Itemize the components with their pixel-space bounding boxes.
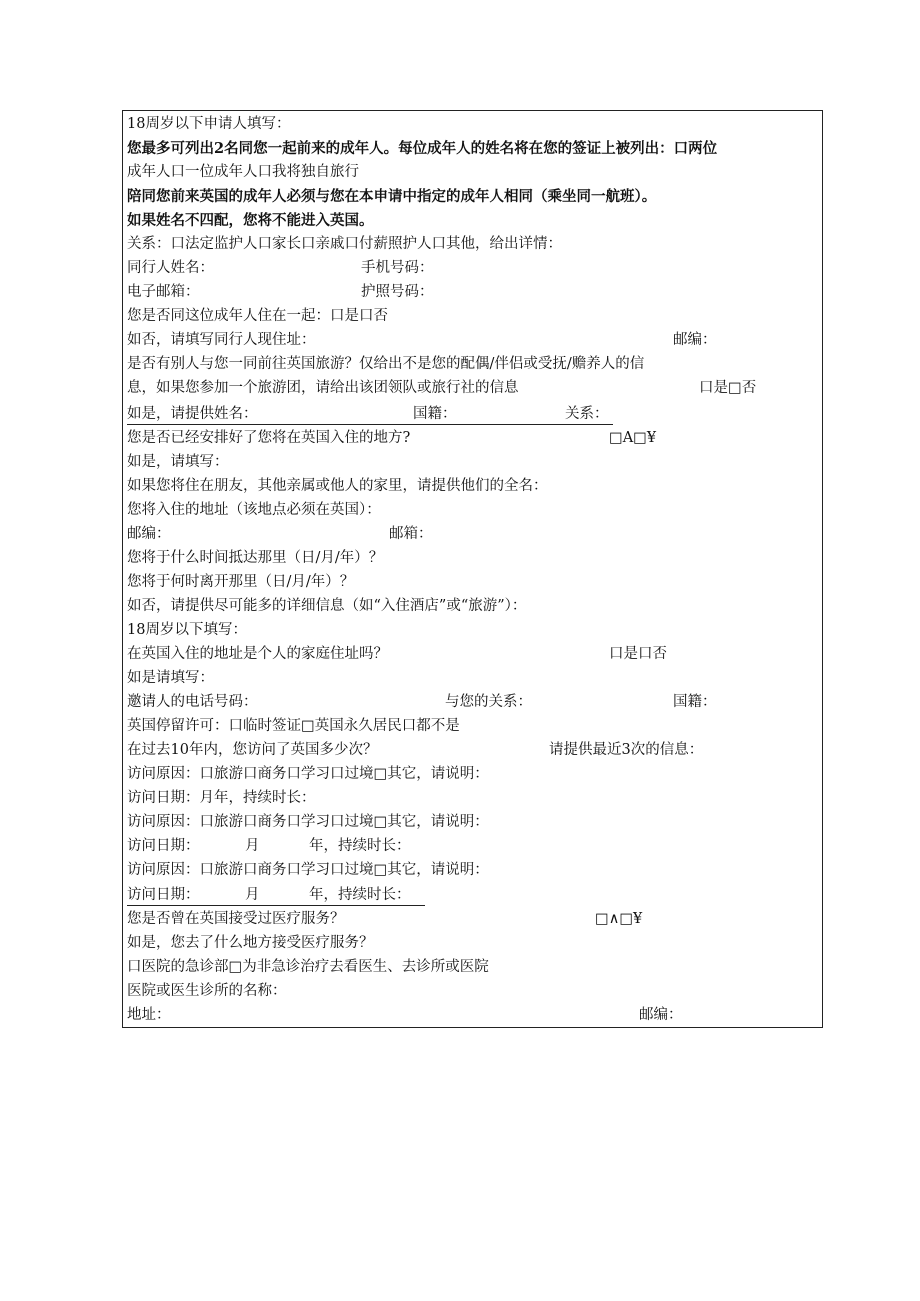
visit-date-3-label: 访问日期： xyxy=(127,887,200,903)
relationship-options: 关系：口法定监护人口家长口亲戚口付薪照护人口其他，给出详情： xyxy=(127,236,562,252)
visit-date-2-month: 月 xyxy=(245,838,260,854)
clinic-address-label: 地址： xyxy=(127,1007,171,1023)
visits-count-question: 在过去10年内，您访问了英国多少次？ xyxy=(127,742,378,758)
recent-visits-label: 请提供最近3次的信息： xyxy=(549,742,704,758)
postcode-label: 邮编： xyxy=(673,332,717,348)
if-no-details-label: 如否，请提供尽可能多的详细信息（如“入住酒店”或“旅游”）： xyxy=(127,598,527,614)
tour-group-options: 口是□否 xyxy=(699,380,757,396)
host-fullname-label: 如果您将住在朋友，其他亲属或他人的家里，请提供他们的全名： xyxy=(127,478,548,494)
medical-question: 您是否曾在英国接受过医疗服务？ xyxy=(127,911,345,927)
visit-date-2-label: 访问日期： xyxy=(127,838,200,854)
home-address-options: 口是口否 xyxy=(609,646,667,662)
visit-date-1: 访问日期：月年，持续时长： xyxy=(127,790,316,806)
visit-reason-2: 访问原因：口旅游口商务口学习口过境□其它，请说明： xyxy=(127,814,489,830)
notice-max-adults: 您最多可列出2名同您一起前来的成年人。每位成年人的姓名将在您的签证上被列出：口两位 xyxy=(127,140,718,157)
home-address-question: 在英国入住的地址是个人的家庭住址吗？ xyxy=(127,646,388,662)
visit-date-3-year: 年，持续时长： xyxy=(309,887,411,903)
tour-group-text: 息，如果您参加一个旅游团，请给出该团领队或旅行社的信息 xyxy=(127,380,519,396)
relation-label: 关系： xyxy=(565,406,609,422)
clinic-name-label: 医院或医生诊所的名称： xyxy=(127,983,287,999)
notice-name-mismatch: 如果姓名不四配，您将不能进入英国。 xyxy=(127,212,374,229)
notice-same-adults: 陪同您前来英国的成年人必须与您在本申请中指定的成年人相同（乘坐同一航班）。 xyxy=(127,188,657,205)
uk-address-label: 您将入住的地址（该地点必须在英国）： xyxy=(127,502,381,518)
section-heading-under18: 18周岁以下申请人填写： xyxy=(127,116,291,132)
divider xyxy=(127,905,425,906)
medical-where-question: 如是，您去了什么地方接受医疗服务？ xyxy=(127,935,374,951)
visit-date-3-month: 月 xyxy=(245,887,260,903)
medical-options: □∧□¥ xyxy=(595,911,643,927)
companion-address-label: 如否，请填写同行人现住址： xyxy=(127,332,316,348)
departure-date-label: 您将于何时离开那里（日/月/年）？ xyxy=(127,574,355,590)
visit-date-2-year: 年，持续时长： xyxy=(309,838,411,854)
traveller-name-label: 如是，请提供姓名： xyxy=(127,406,258,422)
clinic-postcode-label: 邮编： xyxy=(639,1007,683,1023)
uk-email-label: 邮箱： xyxy=(389,526,433,542)
if-yes-fill: 如是，请填写： xyxy=(127,454,229,470)
visit-reason-3: 访问原因：口旅游口商务口学习口过境□其它，请说明： xyxy=(127,862,489,878)
uk-stay-permission: 英国停留许可：口临时签证□英国永久居民口都不是 xyxy=(127,718,460,734)
under18-fill: 18周岁以下填写： xyxy=(127,622,247,638)
companion-name-label: 同行人姓名： xyxy=(127,260,214,276)
uk-postcode-label: 邮编： xyxy=(127,526,171,542)
inviter-nationality-label: 国籍： xyxy=(673,694,717,710)
adult-count-options: 成年人口一位成年人口我将独自旅行 xyxy=(127,164,359,180)
accommodation-question: 您是否已经安排好了您将在英国入住的地方? xyxy=(127,430,411,446)
arrival-date-label: 您将于什么时间抵达那里（日/月/年）？ xyxy=(127,550,384,566)
medical-place-options: 口医院的急诊部□为非急诊治疗去看医生、去诊所或医院 xyxy=(127,959,489,975)
inviter-phone-label: 邀请人的电话号码： xyxy=(127,694,258,710)
accommodation-options: □A□¥ xyxy=(609,430,657,446)
if-yes-fill-2: 如是请填写： xyxy=(127,670,214,686)
nationality-label: 国籍： xyxy=(413,406,457,422)
email-label: 电子邮箱： xyxy=(127,284,200,300)
visit-reason-1: 访问原因：口旅游口商务口学习口过境□其它，请说明： xyxy=(127,766,489,782)
form-frame xyxy=(122,110,823,1028)
other-travellers-question: 是否有别人与您一同前往英国旅游？仅给出不是您的配偶/伴侣或受抚/赡养人的信 xyxy=(127,356,645,372)
mobile-label: 手机号码： xyxy=(361,260,434,276)
divider xyxy=(127,424,613,425)
live-together-question: 您是否同这位成年人住在一起：口是口否 xyxy=(127,308,388,324)
inviter-relation-label: 与您的关系： xyxy=(445,694,532,710)
passport-label: 护照号码： xyxy=(361,284,434,300)
